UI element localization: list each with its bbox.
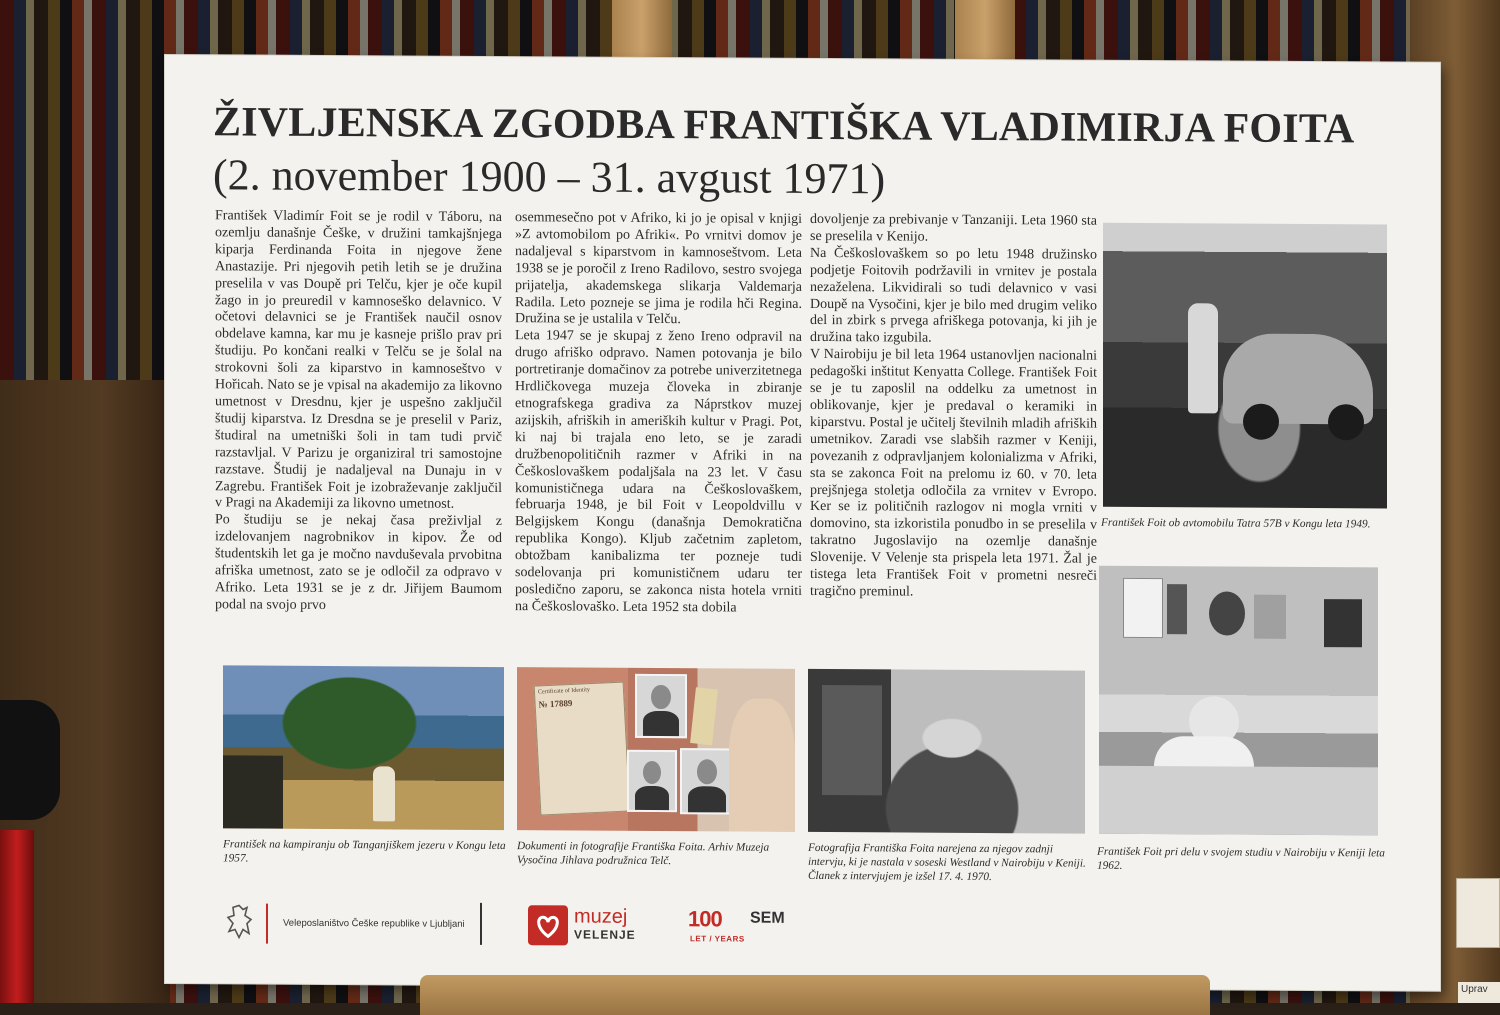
paragraph: Na Češkoslovaškem so po letu 1948 družinsko podjetje Foitovih podržavili in vrnitev je postala nezaželena. Likvidirali so tudi delavnico v vasi Doupě na Vysočini, kjer je bilo med drugim veliko del in zbirk s prvega afriškega potovanja, ki jih je družina tako izgubila. [810, 245, 1097, 347]
hundred-years-logo: 100 [688, 906, 722, 932]
car-wheel [1328, 404, 1364, 440]
portrait-photo [627, 750, 677, 812]
framed-picture [1167, 584, 1187, 634]
caption-tatra: František Foit ob avtomobilu Tatra 57B v Kongu leta 1949. [1101, 516, 1371, 531]
person-figure [1188, 303, 1218, 413]
certificate-heading: Certificate of Identity [537, 687, 591, 696]
caption-portrait: Fotografija Františka Foita narejena za njegov zadnji intervju, ki je nastala v soseski Westland v Nairobiju v Keniji. Članek z intervjujem je izšel 17. 4. 1970. [808, 841, 1086, 884]
paragraph: osemmesečno pot v Afriko, ki jo je opisal v knjigi »Z avtomobilom po Afriki«. Po vrnitvi domov je nadaljeval s kiparstvom in kamnoseštvom. Leta 1938 se je poročil z Ireno Radilovo, sestro svojega prijatelja, akademskega slikarja Valdemarja Radila. Leto pozneje se jima je rodila hči Regina. Družina se je ustalila v Telču. [515, 210, 802, 328]
text-column-1 [215, 208, 502, 616]
dark-object [0, 700, 60, 820]
divider [480, 903, 482, 945]
sem-logo-text: SEM [750, 909, 785, 927]
stamp-slip [690, 687, 718, 745]
paragraph: Leta 1947 se je skupaj z ženo Ireno odpravil na drugo afriško odpravo. Namen potovanja je bilo portretiranje domačinov za potrebe univerzitetnega Hrdličkovega muzeja človeka in zbiranje etnografskega gradiva za Náprstkov muzej azijskih, afriških in ameriških kultur v Pragi. Pot, ki naj bi trajala eno leto, se je zaradi družbenopolitičnih razmer v Afriki in na Češkoslovaškem podaljšala na 23 let. V času komunističnega udara na Češkoslovaškem, februarja 1948, je bil Foit v Leopoldvillu v Belgijskem Kongu (današnja Demokratična republika Kongo). Kljub začetnim zapletom, obtožbam kanibalizma ter pozneje tudi sodelovanja pri komunističnem udaru ter posledično zaporu, se zakonca nista hotela vrniti na Češkoslovaško. Leta 1952 sta dobila [515, 328, 802, 616]
certificate-number: № 17889 [538, 697, 573, 710]
paragraph: V Nairobiju je bil leta 1964 ustanovljen nacionalni pedagoški inštitut Kenyatta College. František Foit se je tu zaposlil na oddelku za umetnost in oblikovanje, kjer je predaval o keramiki in kiparstvu. Postal je učitelj številnih mladih afriških umetnikov. Zaradi vse slabših razmer v Keniji, povezanih z odpravljanjem kolonializma v Afriki, sta se zakonca Foit na prelomu iz 60. v 70. leta prejšnjega stoletja odločila za vrnitev v Evropo. Ker se iz političnih razlogov ni mogla vrniti v domovino, sta izkoristila ponudbo in se preselila v takratno Jugoslavijo na ozemlje današnje Slovenije. V Velenje sta prispela leta 1971. Žal je tistega leta František Foit v prometni nesreči tragično preminul. [810, 347, 1097, 600]
text-column-2 [515, 210, 802, 618]
muzej-logo-text: muzej [574, 905, 628, 928]
fire-extinguisher [0, 830, 34, 1003]
price-tag [1456, 878, 1500, 948]
red-divider [266, 904, 268, 944]
framed-picture [1209, 591, 1245, 635]
identity-certificate [534, 682, 631, 816]
drawing-desk [1099, 766, 1378, 836]
years-logo-text: LET / YEARS [690, 934, 745, 944]
photo-portrait [808, 669, 1085, 834]
board-title: ŽIVLJENSKA ZGODBA FRANTIŠKA VLADIMIRJA FOITA [213, 99, 1355, 153]
paragraph: František Vladimír Foit se je rodil v Táboru, na ozemlju današnje Češke, v družini tamkajšnjega kiparja Ferdinanda Foita in njegove žene Anastazije. Pri njegovih petih letih se je družina preselila v vas Doupě pri Telču, kjer je oče kupil žago in jo preuredil v kamnoseško delavnico. V očetovi delavnici se je František naučil osnov obdelave kamna, kar mu je kasneje prišlo prav pri študiju. Po končani realki v Telču se je šolal na strokovni šoli za kiparstvo in kamnoseštvo v Hořicah. Nato se je vpisal na akademijo za likovno umetnost v Dresdnu, kjer je uspešno zaključil študij kiparstva. Iz Dresdna se je preselil v Pariz, študiral na umetniški šoli in tam tudi prvič razstavljal. V Parizu je organiziral tri samostojne razstave. Študij je nadaljeval na Dunaju in v Zagrebu. František Foit je izobraževanje zaključil v Pragi na Akademiji za likovno umetnost. [215, 208, 502, 513]
photo-studio [1099, 566, 1378, 836]
board-subtitle: (2. november 1900 – 31. avgust 1971) [213, 150, 886, 204]
photo-tatra-car [1103, 223, 1387, 509]
czech-lion-icon [225, 903, 255, 939]
velenje-logo-text: VELENJE [574, 927, 636, 942]
muzej-heart-icon [528, 905, 568, 945]
portrait-photo [635, 674, 687, 738]
child-photo [729, 698, 795, 831]
person-figure [373, 766, 395, 821]
sponsor-logos [213, 893, 1393, 960]
car-wheel [1243, 404, 1279, 440]
exhibition-board [165, 55, 1440, 991]
sculpture-background [822, 685, 882, 795]
caption-docs: Dokumenti in fotografije Františka Foita. Arhiv Muzeja Vysočina Jihlava podružnica Telč. [517, 840, 770, 868]
caption-lake: František na kampiranju ob Tanganjiškem jezeru v Kongu leta 1957. [223, 838, 506, 865]
framed-picture [1324, 599, 1362, 647]
shelf-label: Uprav [1458, 982, 1500, 1003]
caption-studio: František Foit pri delu v svojem studiu v Nairobiju v Keniji leta 1962. [1097, 845, 1385, 872]
text-column-3 [810, 212, 1097, 603]
photo-documents [517, 667, 795, 832]
tree-shade [223, 755, 283, 828]
paragraph: Po študiju se je nekaj časa preživljal z izdelovanjem nagrobnikov in kipov. Že od študentskih let ga je močno navduševala prvobitna afriška umetnost, zato se je odločil za odpravo v Afriko. Leta 1931 se je z dr. Jiřijem Baumom podal na svojo prvo [215, 512, 502, 613]
paragraph: dovoljenje za prebivanje v Tanzaniji. Leta 1960 sta se preselila v Kenijo. [810, 211, 1097, 245]
framed-picture [1254, 595, 1286, 639]
photo-lake-camping [223, 665, 504, 830]
framed-picture [1123, 578, 1163, 638]
easel-ledge [420, 975, 1210, 1015]
embassy-name: Veleposlaništvo Češke republike v Ljubljani [283, 917, 465, 930]
portrait-photo [680, 748, 734, 814]
